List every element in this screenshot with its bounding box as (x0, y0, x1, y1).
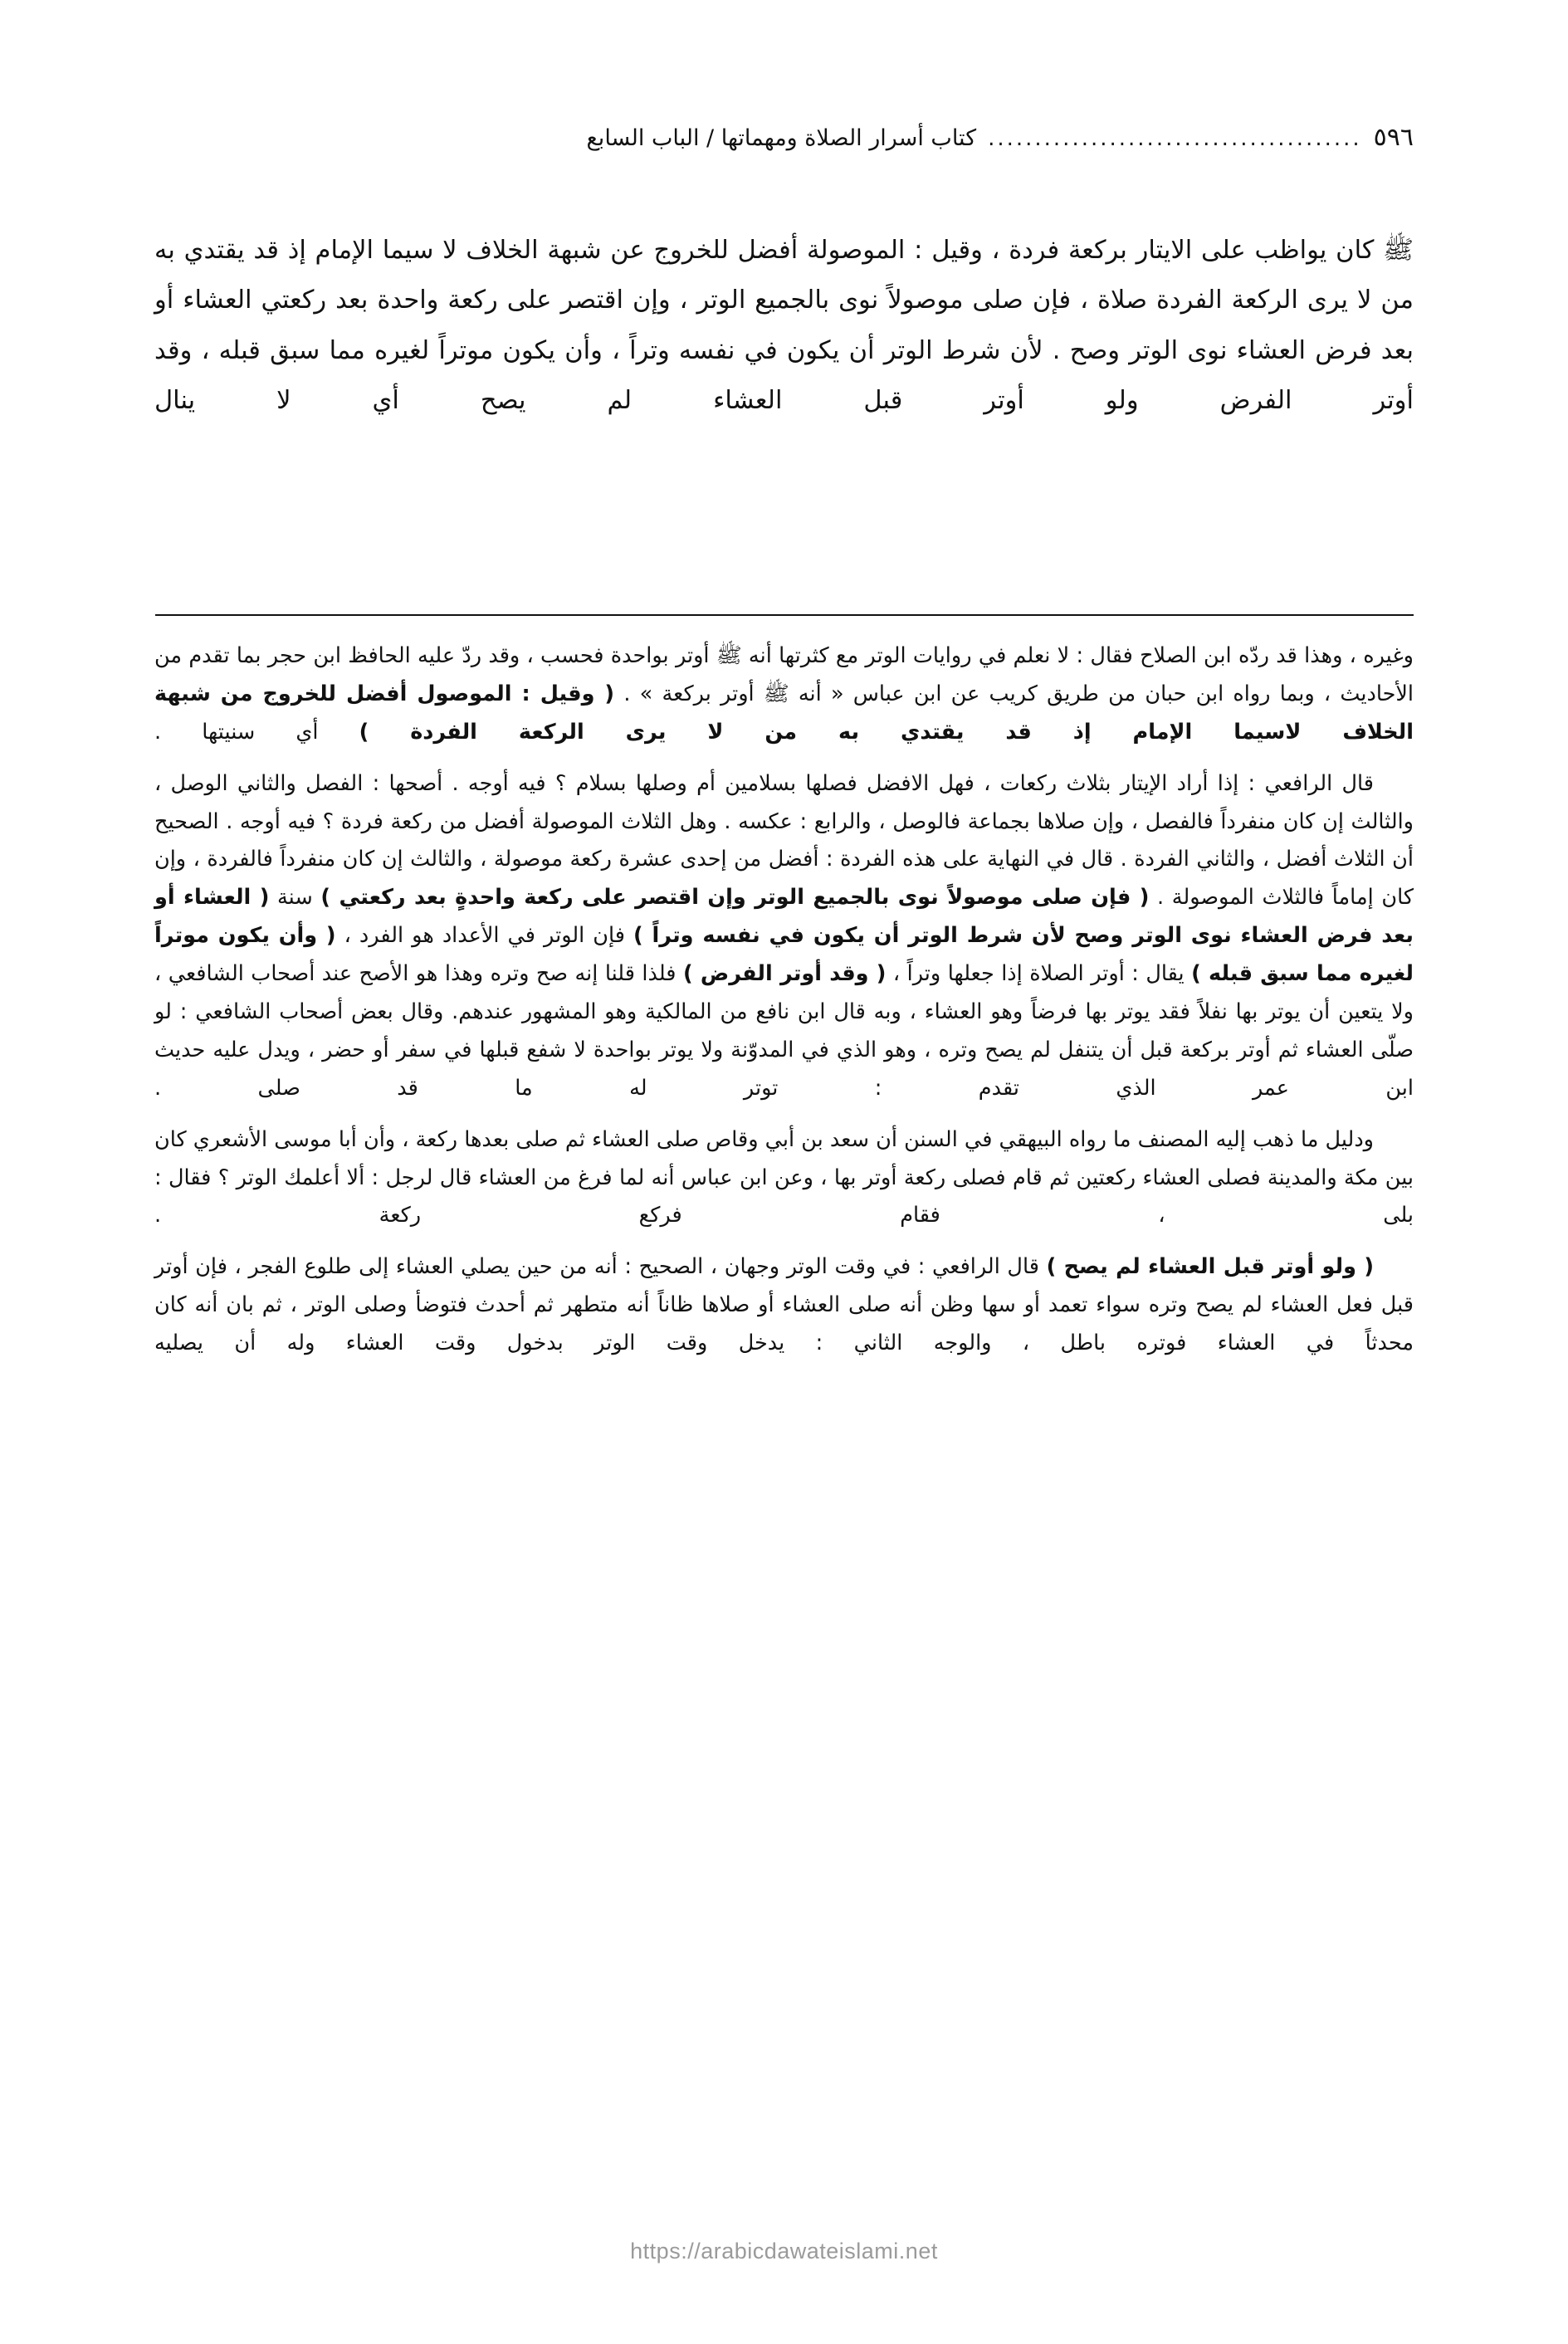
commentary-paragraph (154, 637, 1414, 752)
commentary-text: سنة (269, 885, 321, 911)
commentary-text: قال الرافعي : إذا أراد الإيتار بثلاث ركعات ، فهل الافضل فصلها بسلامين أم وصلها بسلام ؟ فيه أوجه . أصحها : الفصل والثاني الوصل ، والثالث إن كان منفرداً فالفصل ، وإن صلاها بجماعة فالوصل ، والرابع : عكسه . وهل الثلاث الموصولة أفضل من ركعة فردة ؟ فيه أوجه . الصحيح أن الثلاث أفضل ، والثاني الفردة . قال في النهاية على هذه الفردة : أفضل من إحدى عشرة ركعة موصولة ، والثالث إن كان منفرداً فالفردة ، وإن كان إماماً فالثلاث الموصولة . (154, 770, 1414, 911)
commentary-paragraph (154, 1121, 1414, 1236)
commentary-matn-quote: ( وأن يكون موتراً لغيره مما سبق قبله ) (154, 923, 1414, 987)
commentary-text: فإن الوتر في الأعداد هو الفرد ، (335, 923, 634, 949)
commentary-matn-quote: ( فإن صلى موصولاً نوى بالجميع الوتر وإن اقتصر على ركعة واحدةٍ بعد ركعتي ) (320, 885, 1150, 911)
commentary-block (154, 637, 1414, 1363)
commentary-matn-quote: ( وقد أوتر الفرض ) (682, 961, 887, 987)
footnote-divider (155, 614, 1414, 616)
page-number: ٥٩٦ (1373, 123, 1414, 152)
commentary-paragraph (154, 1248, 1414, 1363)
main-paragraph: ﷺ كان يواظب على الايتار بركعة فردة ، وقيل : الموصولة أفضل للخروج عن شبهة الخلاف لا سيما الإمام إذ قد يقتدي به من لا يرى الركعة الفردة صلاة ، فإن صلى موصولاً نوى بالجميع الوتر ، وإن اقتصر على ركعة واحدة بعد ركعتي العشاء أو بعد فرض العشاء نوى الوتر وصح . لأن شرط الوتر أن يكون في نفسه وتراً ، وأن يكون موتراً لغيره مما سبق قبله ، وقد أوتر الفرض ولو أوتر قبل العشاء لم يصح أي لا ينال (154, 236, 1414, 416)
main-text-block (154, 226, 1414, 427)
commentary-matn-quote: ( وقيل : الموصول أفضل للخروج من شبهة الخلاف لاسيما الإمام إذ قد يقتدي به من لا يرى الركعة الفردة ) (154, 681, 1414, 745)
header-title: كتاب أسرار الصلاة ومهماتها / الباب السابع (586, 125, 977, 151)
commentary-matn-quote: ( العشاء أو بعد فرض العشاء نوى الوتر وصح لأن شرط الوتر أن يكون في نفسه وتراً ) (154, 885, 1414, 949)
header-dot-leader: ........................................ (988, 126, 1362, 151)
commentary-matn-quote: ( ولو أوتر قبل العشاء لم يصح ) (1046, 1254, 1374, 1280)
commentary-text: ودليل ما ذهب إليه المصنف ما رواه البيهقي في السنن أن سعد بن أبي وقاص صلى العشاء ثم صلى بعدها ركعة ، وأن أبا موسى الأشعري كان بين مكة والمدينة فصلى العشاء ركعتين ثم قام فصلى ركعة أوتر بها ، وعن ابن عباس أنه لما فرغ من العشاء قال لرجل : ألا أعلمك الوتر ؟ فقال : بلى ، فقام فركع ركعة . (154, 1126, 1414, 1228)
page-header (154, 123, 1414, 152)
commentary-text: أي سنيتها . (154, 719, 359, 745)
commentary-text: فلذا قلنا إنه صح وتره وهذا هو الأصح عند أصحاب الشافعي ، ولا يتعين أن يوتر بها نفلاً فقد يوتر بها فرضاً وهو العشاء ، وبه قال ابن نافع من المالكية وهو المشهور عندهم. وقال بعض أصحاب الشافعي : لو صلّى العشاء ثم أوتر بركعة قبل أن يتنفل لم يصح وتره ، وهو الذي في المدوّنة ولا يوتر بواحدة لا شفع قبلها في سفر أو حضر ، ويدل عليه حديث ابن عمر الذي تقدم : توتر له ما قد صلى . (154, 961, 1414, 1101)
commentary-text: قال الرافعي : في وقت الوتر وجهان ، الصحيح : أنه من حين يصلي العشاء إلى طلوع الفجر ، فإن أوتر قبل فعل العشاء لم يصح وتره سواء تعمد أو سها وظن أنه صلى العشاء أو صلاها ظاناً أنه متطهر ثم أحدث فتوضأ وصلى الوتر ، ثم بان أنه كان محدثاً في العشاء فوتره باطل ، والوجه الثاني : يدخل وقت الوتر بدخول وقت العشاء وله أن يصليه (154, 1254, 1414, 1356)
watermark-url: https://arabicdawateislami.net (630, 2239, 938, 2263)
commentary-text: يقال : أوتر الصلاة إذا جعلها وتراً ، (886, 961, 1192, 987)
commentary-text: وغيره ، وهذا قد ردّه ابن الصلاح فقال : لا نعلم في روايات الوتر مع كثرتها أنه ﷺ أوتر بواحدة فحسب ، وقد ردّ عليه الحافظ ابن حجر بما تقدم من الأحاديث ، وبما رواه ابن حبان من طريق كريب عن ابن عباس « أنه ﷺ أوتر بركعة » . (154, 643, 1414, 706)
commentary-paragraph (154, 765, 1414, 1108)
